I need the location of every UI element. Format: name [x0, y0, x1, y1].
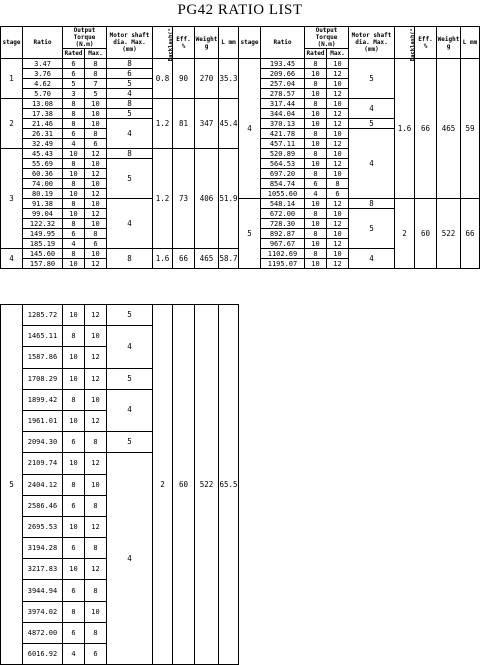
- max-torque-cell: 8: [85, 622, 107, 643]
- ratio-cell: 185.19: [23, 239, 63, 249]
- ratio-cell: 145.60: [23, 249, 63, 259]
- ratio-cell: 99.04: [23, 209, 63, 219]
- table-row: [1, 305, 239, 326]
- ratio-cell: 3.76: [23, 69, 63, 79]
- motor-shaft-cell: 5: [107, 432, 153, 453]
- motor-shaft-cell: 5: [107, 159, 153, 199]
- max-torque-cell: 8: [85, 229, 107, 239]
- max-torque-cell: 12: [85, 169, 107, 179]
- rated-torque-cell: 5: [63, 79, 85, 89]
- ratio-cell: 55.69: [23, 159, 63, 169]
- rated-torque-cell: 4: [305, 189, 327, 199]
- max-torque-cell: 12: [85, 453, 107, 474]
- ratio-cell: 21.46: [23, 119, 63, 129]
- motor-shaft-cell: 5: [107, 305, 153, 326]
- max-torque-cell: 10: [85, 199, 107, 209]
- max-torque-cell: 8: [85, 129, 107, 139]
- max-torque-cell: 12: [327, 69, 349, 79]
- header-weight: Weight g: [437, 27, 461, 59]
- motor-shaft-cell: 8: [107, 249, 153, 269]
- ratio-cell: 80.19: [23, 189, 63, 199]
- ratio-cell: 1899.42: [23, 389, 63, 410]
- ratio-cell: 457.11: [261, 139, 305, 149]
- max-torque-cell: 10: [85, 474, 107, 495]
- motor-shaft-cell: 4: [107, 453, 153, 665]
- rated-torque-cell: 10: [305, 109, 327, 119]
- ratio-cell: 728.30: [261, 219, 305, 229]
- rated-torque-cell: 8: [305, 169, 327, 179]
- max-torque-cell: 8: [85, 432, 107, 453]
- length-cell: 51.9: [219, 149, 239, 249]
- max-torque-cell: 10: [85, 601, 107, 622]
- ratio-cell: 2695.53: [23, 516, 63, 537]
- max-torque-cell: 12: [327, 109, 349, 119]
- max-torque-cell: 12: [85, 305, 107, 326]
- rated-torque-cell: 10: [63, 189, 85, 199]
- ratio-table-left: [0, 26, 239, 269]
- header-rated: Rated: [64, 50, 83, 57]
- backlash-cell: 1.2: [153, 99, 173, 149]
- max-torque-cell: 10: [85, 109, 107, 119]
- header-motor-shaft: Motor shaft dia. Max.(mm): [107, 27, 153, 59]
- header-ratio: Ratio: [23, 27, 63, 59]
- max-torque-cell: 12: [85, 559, 107, 580]
- rated-torque-cell: 8: [63, 119, 85, 129]
- ratio-cell: 5.70: [23, 89, 63, 99]
- max-torque-cell: 12: [327, 119, 349, 129]
- max-torque-cell: 7: [85, 79, 107, 89]
- ratio-cell: 74.00: [23, 179, 63, 189]
- ratio-cell: 548.14: [261, 199, 305, 209]
- weight-cell: 406: [195, 149, 219, 249]
- header-output-torque: Output Torque (N.m): [305, 27, 349, 49]
- max-torque-cell: 12: [327, 239, 349, 249]
- max-torque-cell: 10: [85, 249, 107, 259]
- ratio-cell: 209.66: [261, 69, 305, 79]
- ratio-cell: 2109.74: [23, 453, 63, 474]
- max-torque-cell: 10: [85, 119, 107, 129]
- max-torque-cell: 10: [85, 159, 107, 169]
- rated-torque-cell: 10: [305, 239, 327, 249]
- rated-torque-cell: 10: [63, 259, 85, 269]
- rated-torque-cell: 10: [63, 516, 85, 537]
- max-torque-cell: 12: [85, 368, 107, 389]
- rated-torque-cell: 6: [63, 538, 85, 559]
- max-torque-cell: 10: [327, 79, 349, 89]
- max-torque-cell: 12: [85, 347, 107, 368]
- header-eff: Eff. %: [415, 27, 437, 59]
- motor-shaft-cell: 5: [107, 79, 153, 89]
- max-torque-cell: 12: [327, 259, 349, 269]
- rated-torque-cell: 10: [63, 169, 85, 179]
- max-torque-cell: 12: [85, 209, 107, 219]
- max-torque-cell: 10: [327, 129, 349, 139]
- motor-shaft-cell: 8: [107, 99, 153, 109]
- rated-torque-cell: 8: [305, 79, 327, 89]
- ratio-cell: 278.57: [261, 89, 305, 99]
- rated-torque-cell: 6: [63, 580, 85, 601]
- weight-cell: 347: [195, 99, 219, 149]
- motor-shaft-cell: 5: [349, 209, 395, 249]
- ratio-cell: 672.00: [261, 209, 305, 219]
- weight-cell: 465: [437, 59, 461, 199]
- header-weight: Weight g: [195, 27, 219, 59]
- ratio-cell: 1102.69: [261, 249, 305, 259]
- max-torque-cell: 10: [85, 389, 107, 410]
- rated-torque-cell: 10: [63, 410, 85, 431]
- rated-torque-cell: 8: [63, 109, 85, 119]
- rated-torque-cell: 8: [63, 249, 85, 259]
- header-row: [239, 27, 480, 49]
- rated-torque-cell: 10: [305, 199, 327, 209]
- ratio-cell: 149.95: [23, 229, 63, 239]
- max-torque-cell: 10: [85, 179, 107, 189]
- efficiency-cell: 90: [173, 59, 195, 99]
- rated-torque-cell: 8: [63, 219, 85, 229]
- max-torque-cell: 12: [85, 410, 107, 431]
- max-torque-cell: 8: [327, 179, 349, 189]
- max-torque-cell: 10: [327, 149, 349, 159]
- rated-torque-cell: 10: [63, 209, 85, 219]
- rated-torque-cell: 8: [63, 326, 85, 347]
- rated-torque-cell: 10: [305, 119, 327, 129]
- ratio-cell: 45.43: [23, 149, 63, 159]
- rated-torque-cell: 8: [305, 149, 327, 159]
- max-torque-cell: 10: [327, 169, 349, 179]
- rated-torque-cell: 8: [305, 209, 327, 219]
- backlash-cell: 1.2: [153, 149, 173, 249]
- ratio-cell: 854.74: [261, 179, 305, 189]
- rated-torque-cell: 3: [63, 89, 85, 99]
- ratio-cell: 1195.07: [261, 259, 305, 269]
- rated-torque-cell: 6: [63, 59, 85, 69]
- ratio-cell: 4.62: [23, 79, 63, 89]
- motor-shaft-cell: 5: [349, 119, 395, 129]
- motor-shaft-cell: 8: [349, 199, 395, 209]
- max-torque-cell: 10: [85, 326, 107, 347]
- header-max: Max.: [327, 49, 349, 59]
- motor-shaft-cell: 4: [349, 99, 395, 119]
- header-ratio: Ratio: [261, 27, 305, 59]
- length-cell: 45.4: [219, 99, 239, 149]
- header-rated: Rated: [306, 50, 325, 57]
- length-cell: 35.3: [219, 59, 239, 99]
- stage-cell: 5: [1, 305, 23, 665]
- header-backlash-text: Backlash(°): [168, 24, 175, 61]
- motor-shaft-cell: 4: [349, 129, 395, 199]
- max-torque-cell: 12: [327, 219, 349, 229]
- length-cell: 59: [461, 59, 480, 199]
- max-torque-cell: 12: [85, 259, 107, 269]
- bottom-table-body: [1, 305, 239, 665]
- header-row: [1, 27, 239, 49]
- rated-torque-cell: 10: [63, 453, 85, 474]
- rated-torque-cell: 8: [63, 159, 85, 169]
- right-table-body: [239, 24, 480, 269]
- header-motor-shaft: Motor shaft dia. Max.(mm): [349, 27, 395, 59]
- header-length: L mm: [461, 27, 480, 59]
- max-torque-cell: 8: [85, 69, 107, 79]
- rated-torque-cell: 10: [63, 559, 85, 580]
- rated-torque-cell: 10: [63, 305, 85, 326]
- header-backlash-text: Backlash(°): [410, 24, 417, 61]
- ratio-cell: 1587.86: [23, 347, 63, 368]
- ratio-cell: 344.04: [261, 109, 305, 119]
- max-torque-cell: 10: [85, 99, 107, 109]
- motor-shaft-cell: 4: [107, 326, 153, 368]
- rated-torque-cell: 8: [305, 59, 327, 69]
- rated-torque-cell: 10: [305, 69, 327, 79]
- stage-cell: 5: [239, 199, 261, 269]
- stage-cell: 4: [239, 59, 261, 199]
- table-row: [1, 149, 239, 159]
- backlash-cell: 0.8: [153, 59, 173, 99]
- ratio-cell: 193.45: [261, 59, 305, 69]
- ratio-cell: 3194.28: [23, 538, 63, 559]
- efficiency-cell: 66: [173, 249, 195, 269]
- rated-torque-cell: 10: [305, 89, 327, 99]
- table-row: [1, 249, 239, 259]
- motor-shaft-cell: 4: [107, 199, 153, 249]
- max-torque-cell: 6: [85, 139, 107, 149]
- motor-shaft-cell: 8: [107, 59, 153, 69]
- motor-shaft-cell: 5: [107, 109, 153, 119]
- ratio-cell: 370.13: [261, 119, 305, 129]
- ratio-cell: 122.32: [23, 219, 63, 229]
- rated-torque-cell: 6: [63, 495, 85, 516]
- rated-torque-cell: 6: [63, 432, 85, 453]
- rated-torque-cell: 10: [305, 159, 327, 169]
- max-torque-cell: 5: [85, 89, 107, 99]
- table-row: [1, 99, 239, 109]
- ratio-cell: 892.87: [261, 229, 305, 239]
- motor-shaft-cell: 6: [107, 69, 153, 79]
- ratio-cell: 3217.83: [23, 559, 63, 580]
- max-torque-cell: 12: [85, 149, 107, 159]
- ratio-cell: 1961.01: [23, 410, 63, 431]
- ratio-cell: 3974.02: [23, 601, 63, 622]
- rated-torque-cell: 6: [63, 69, 85, 79]
- ratio-cell: 1708.29: [23, 368, 63, 389]
- stage-cell: 1: [1, 59, 23, 99]
- ratio-cell: 564.53: [261, 159, 305, 169]
- rated-torque-cell: 8: [63, 179, 85, 189]
- motor-shaft-cell: 4: [107, 389, 153, 431]
- ratio-cell: 91.38: [23, 199, 63, 209]
- rated-torque-cell: 10: [305, 259, 327, 269]
- ratio-cell: 1285.72: [23, 305, 63, 326]
- efficiency-cell: 66: [415, 59, 437, 199]
- header-backlash: [395, 24, 417, 61]
- motor-shaft-cell: 5: [349, 59, 395, 99]
- ratio-cell: 421.78: [261, 129, 305, 139]
- ratio-table-bottom: [0, 304, 239, 665]
- ratio-table-right: [238, 26, 480, 269]
- page-title: PG42 RATIO LIST: [177, 2, 303, 18]
- backlash-cell: 1.6: [153, 249, 173, 269]
- stage-cell: 4: [1, 249, 23, 269]
- rated-torque-cell: 8: [63, 601, 85, 622]
- header-stage: stage: [239, 27, 261, 59]
- max-torque-cell: 12: [327, 199, 349, 209]
- table-row: [239, 59, 480, 69]
- ratio-cell: 157.80: [23, 259, 63, 269]
- rated-torque-cell: 6: [63, 622, 85, 643]
- rated-torque-cell: 8: [305, 99, 327, 109]
- efficiency-cell: 60: [415, 199, 437, 269]
- max-torque-cell: 8: [85, 495, 107, 516]
- max-torque-cell: 10: [327, 99, 349, 109]
- max-torque-cell: 8: [85, 580, 107, 601]
- rated-torque-cell: 10: [305, 219, 327, 229]
- ratio-cell: 520.89: [261, 149, 305, 159]
- max-torque-cell: 10: [327, 209, 349, 219]
- weight-cell: 270: [195, 59, 219, 99]
- backlash-cell: 2: [395, 199, 415, 269]
- ratio-cell: 2094.30: [23, 432, 63, 453]
- table-row: [1, 59, 239, 69]
- ratio-cell: 60.36: [23, 169, 63, 179]
- max-torque-cell: 12: [85, 189, 107, 199]
- ratio-cell: 967.67: [261, 239, 305, 249]
- max-torque-cell: 10: [327, 59, 349, 69]
- motor-shaft-cell: 4: [349, 249, 395, 269]
- ratio-cell: 1055.60: [261, 189, 305, 199]
- ratio-cell: 257.04: [261, 79, 305, 89]
- length-cell: 58.7: [219, 249, 239, 269]
- backlash-cell: 1.6: [395, 59, 415, 199]
- efficiency-cell: 81: [173, 99, 195, 149]
- ratio-cell: 6016.92: [23, 644, 63, 665]
- ratio-cell: 2586.46: [23, 495, 63, 516]
- header-backlash: [153, 24, 175, 61]
- max-torque-cell: 6: [85, 644, 107, 665]
- rated-torque-cell: 8: [63, 99, 85, 109]
- backlash-cell: 2: [153, 305, 173, 665]
- efficiency-cell: 73: [173, 149, 195, 249]
- left-table-body: [1, 24, 239, 269]
- max-torque-cell: 12: [327, 139, 349, 149]
- max-torque-cell: 10: [327, 249, 349, 259]
- stage-cell: 3: [1, 149, 23, 249]
- rated-torque-cell: 6: [305, 179, 327, 189]
- weight-cell: 522: [437, 199, 461, 269]
- ratio-cell: 26.31: [23, 129, 63, 139]
- ratio-cell: 13.08: [23, 99, 63, 109]
- max-torque-cell: 8: [85, 538, 107, 559]
- ratio-cell: 317.44: [261, 99, 305, 109]
- rated-torque-cell: 10: [63, 368, 85, 389]
- rated-torque-cell: 4: [63, 644, 85, 665]
- motor-shaft-cell: 4: [107, 119, 153, 149]
- length-cell: 66: [461, 199, 480, 269]
- ratio-cell: 2404.12: [23, 474, 63, 495]
- rated-torque-cell: 8: [305, 229, 327, 239]
- max-torque-cell: 10: [85, 219, 107, 229]
- max-torque-cell: 6: [327, 189, 349, 199]
- rated-torque-cell: 8: [305, 129, 327, 139]
- rated-torque-cell: 8: [305, 249, 327, 259]
- max-torque-cell: 12: [327, 159, 349, 169]
- max-torque-cell: 12: [85, 516, 107, 537]
- rated-torque-cell: 8: [63, 389, 85, 410]
- header-output-torque: Output Torque (N.m): [63, 27, 107, 49]
- length-cell: 65.5: [219, 305, 239, 665]
- max-torque-cell: 10: [327, 229, 349, 239]
- ratio-cell: 32.49: [23, 139, 63, 149]
- max-torque-cell: 8: [85, 59, 107, 69]
- stage-cell: 2: [1, 99, 23, 149]
- header-stage: stage: [1, 27, 23, 59]
- ratio-cell: 697.20: [261, 169, 305, 179]
- rated-torque-cell: 10: [305, 139, 327, 149]
- rated-torque-cell: 8: [63, 474, 85, 495]
- rated-torque-cell: 10: [63, 149, 85, 159]
- header-eff: Eff. %: [173, 27, 195, 59]
- ratio-cell: 1465.11: [23, 326, 63, 347]
- motor-shaft-cell: 8: [107, 149, 153, 159]
- ratio-cell: 4872.00: [23, 622, 63, 643]
- header-max: Max.: [85, 49, 107, 59]
- ratio-cell: 17.38: [23, 109, 63, 119]
- header-length: L mm: [219, 27, 239, 59]
- motor-shaft-cell: 5: [107, 368, 153, 389]
- max-torque-cell: 6: [85, 239, 107, 249]
- table-row: [239, 199, 480, 209]
- weight-cell: 522: [195, 305, 219, 665]
- ratio-cell: 3.47: [23, 59, 63, 69]
- max-torque-cell: 12: [327, 89, 349, 99]
- rated-torque-cell: 10: [63, 347, 85, 368]
- rated-torque-cell: 8: [63, 199, 85, 209]
- rated-torque-cell: 4: [63, 139, 85, 149]
- rated-torque-cell: 4: [63, 239, 85, 249]
- rated-torque-cell: 6: [63, 129, 85, 139]
- weight-cell: 465: [195, 249, 219, 269]
- rated-torque-cell: 6: [63, 229, 85, 239]
- efficiency-cell: 60: [173, 305, 195, 665]
- motor-shaft-cell: 4: [107, 89, 153, 99]
- ratio-cell: 3944.94: [23, 580, 63, 601]
